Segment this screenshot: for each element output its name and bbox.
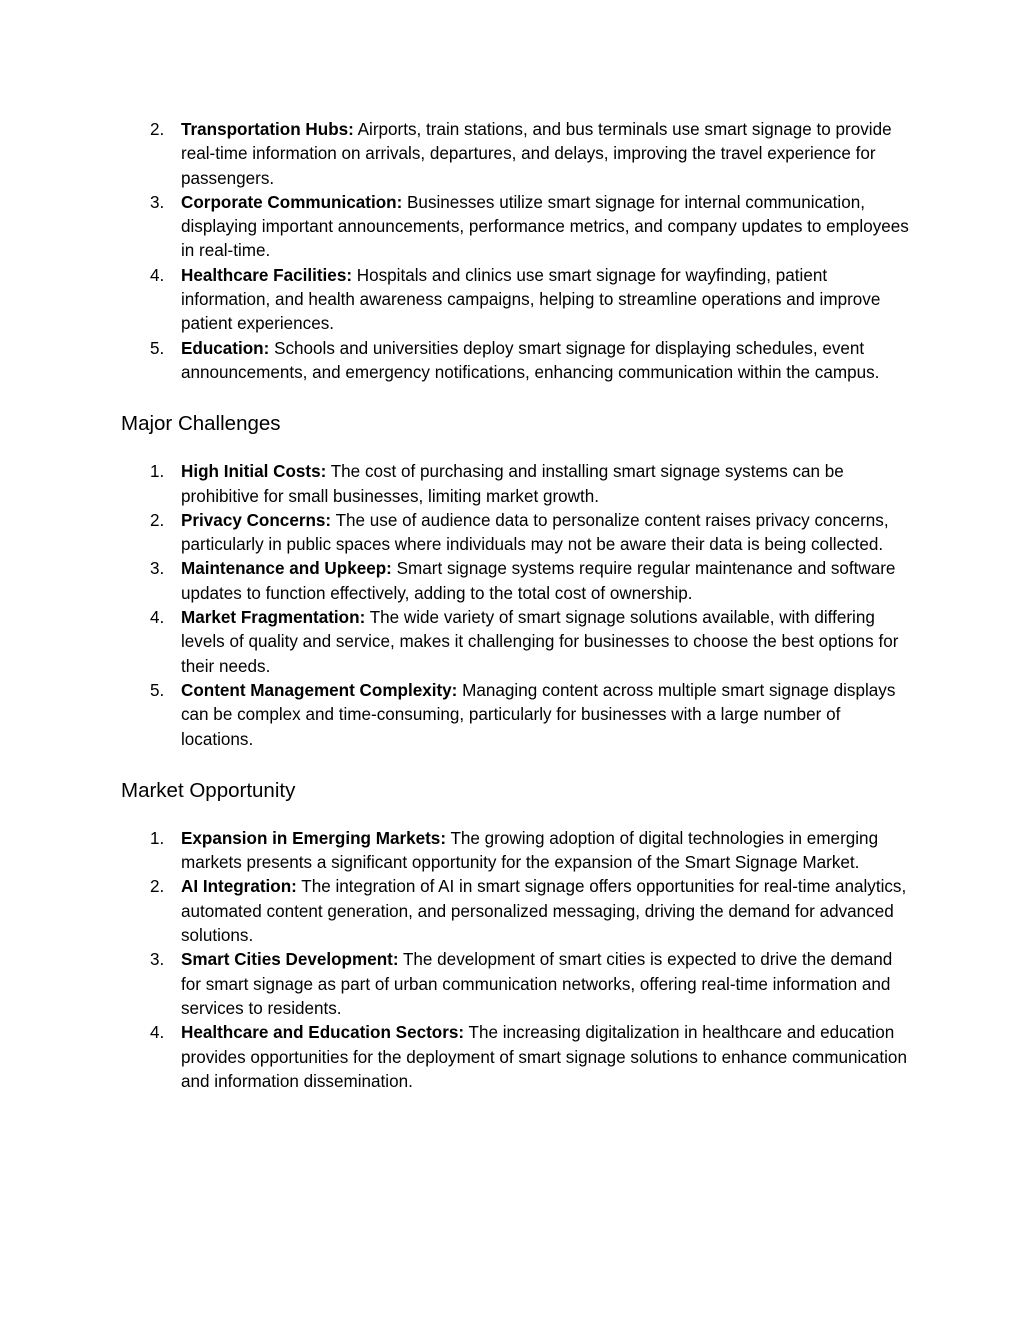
list-item-term: Expansion in Emerging Markets:	[181, 828, 447, 848]
list-item-text: Managing content across multiple smart signage displays can be complex and time-consuming, particularly for businesses with a large number of locations.	[181, 680, 896, 749]
list-item-number: 3.	[150, 950, 165, 970]
list-item	[121, 460, 911, 509]
list-item-number: 2.	[150, 877, 165, 897]
list-item-text: Airports, train stations, and bus terminals use smart signage to provide real-time information on arrivals, departures, and delays, improving the travel experience for passengers.	[181, 120, 892, 188]
list-item-term: Healthcare and Education Sectors:	[181, 1023, 465, 1043]
list-item-text: The cost of purchasing and installing smart signage systems can be prohibitive for small businesses, limiting market growth.	[181, 462, 844, 506]
list-item-text: Schools and universities deploy smart signage for displaying schedules, event announcements, and emergency notifications, enhancing communication within the campus.	[181, 338, 880, 382]
list-item-text: The integration of AI in smart signage offers opportunities for real-time analytics, automated content generation, and personalized messaging, driving the demand for advanced solutions.	[181, 877, 907, 946]
list-item	[121, 337, 911, 386]
list-item-number: 3.	[150, 192, 165, 212]
document-body	[121, 118, 911, 1094]
list-item	[121, 875, 911, 948]
list-item-text: Businesses utilize smart signage for internal communication, displaying important announcements, performance metrics, and company updates to employees in real-time.	[181, 192, 909, 261]
list-item	[121, 827, 911, 876]
list-item-text: The growing adoption of digital technologies in emerging markets presents a significant opportunity for the expansion of the Smart Signage Market.	[181, 828, 879, 873]
list-item-number: 1.	[150, 462, 165, 482]
list-item-number: 4.	[150, 1023, 165, 1043]
section-heading-opportunity: Market Opportunity	[121, 778, 296, 802]
challenges-list	[121, 460, 911, 752]
list-item	[121, 679, 911, 752]
list-item	[121, 606, 911, 679]
list-item-text: The wide variety of smart signage solutions available, with differing levels of quality and service, makes it challenging for businesses to choose the best options for their needs.	[181, 608, 899, 676]
list-item-term: Healthcare Facilities:	[181, 265, 353, 285]
list-item	[121, 948, 911, 1021]
list-item-number: 1.	[150, 828, 165, 848]
list-item-text: Smart signage systems require regular maintenance and software updates to function effectively, adding to the total cost of ownership.	[181, 559, 896, 603]
list-item-term: Market Fragmentation:	[181, 608, 366, 628]
list-item-text: The increasing digitalization in healthcare and education provides opportunities for the deployment of smart signage solutions to enhance communication and information dissemination.	[181, 1023, 907, 1091]
list-item-text: The use of audience data to personalize content raises privacy concerns, particularly in public spaces where individuals may not be aware their data is being collected.	[181, 510, 889, 555]
list-item	[121, 118, 911, 191]
list-item	[121, 509, 911, 558]
list-item-number: 5.	[150, 680, 165, 700]
list-item-number: 2.	[150, 510, 165, 530]
list-item-term: Education:	[181, 338, 270, 358]
list-item-term: AI Integration:	[181, 877, 297, 897]
list-item	[121, 264, 911, 337]
list-item-term: High Initial Costs:	[181, 462, 327, 482]
list-item-text: The development of smart cities is expected to drive the demand for smart signage as part of urban communication networks, offering real-time information and services to residents.	[181, 950, 893, 1018]
list-item	[121, 557, 911, 606]
list-item	[121, 191, 911, 264]
list-item	[121, 1021, 911, 1094]
list-item-number: 3.	[150, 559, 165, 579]
list-item-number: 5.	[150, 338, 165, 358]
list-item-number: 2.	[150, 120, 165, 139]
list-item-term: Maintenance and Upkeep:	[181, 559, 392, 579]
list-item-term: Corporate Communication:	[181, 192, 403, 212]
applications-list	[121, 118, 911, 385]
opportunity-list	[121, 827, 911, 1094]
list-item-text: Hospitals and clinics use smart signage for wayfinding, patient information, and health awareness campaigns, helping to streamline operations and improve patient experiences.	[181, 265, 881, 334]
list-item-term: Smart Cities Development:	[181, 950, 399, 970]
list-item-term: Content Management Complexity:	[181, 680, 458, 700]
list-item-term: Transportation Hubs:	[181, 120, 354, 139]
section-heading-challenges: Major Challenges	[121, 412, 281, 436]
list-item-number: 4.	[150, 265, 165, 285]
list-item-number: 4.	[150, 608, 165, 628]
list-item-term: Privacy Concerns:	[181, 510, 332, 530]
